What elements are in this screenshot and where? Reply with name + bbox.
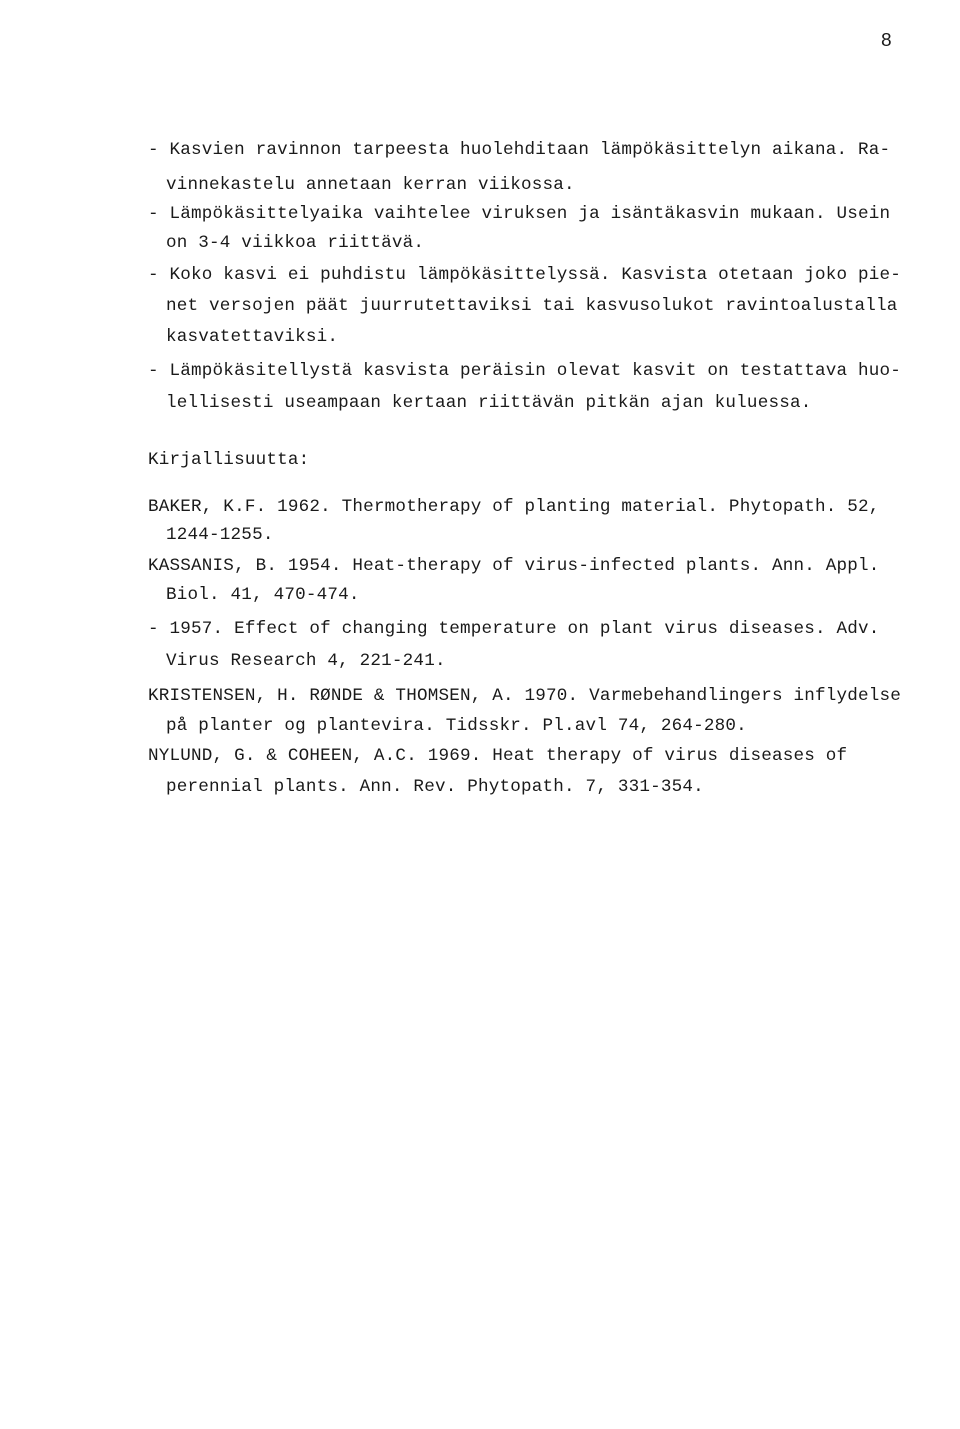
bullet-2-line-1: - Lämpökäsittelyaika vaihtelee viruksen ja isäntäkasvin mukaan. Usein <box>148 204 891 224</box>
bullet-4-line-2: lellisesti useampaan kertaan riittävän pitkän ajan kuluessa. <box>166 393 812 413</box>
bullet-3-line-2: net versojen päät juurrutettaviksi tai kasvusolukot ravintoalustalla <box>166 296 898 316</box>
bullet-1-line-2: vinnekastelu annetaan kerran viikossa. <box>166 175 575 195</box>
bullet-3-line-1: - Koko kasvi ei puhdistu lämpökäsittelyssä. Kasvista otetaan joko pie- <box>148 265 902 285</box>
page-number: 8 <box>880 30 892 52</box>
bullet-4-line-1: - Lämpökäsitellystä kasvista peräisin olevat kasvit on testattava huo- <box>148 361 902 381</box>
reference-1-line-2: 1244-1255. <box>166 525 274 545</box>
reference-4-line-2: på planter og plantevira. Tidsskr. Pl.avl 74, 264-280. <box>166 716 747 736</box>
reference-2-line-2: Biol. 41, 470-474. <box>166 585 360 605</box>
literature-heading: Kirjallisuutta: <box>148 450 310 470</box>
bullet-1-line-1: - Kasvien ravinnon tarpeesta huolehditaan lämpökäsittelyn aikana. Ra- <box>148 140 891 160</box>
reference-5-line-2: perennial plants. Ann. Rev. Phytopath. 7, 331-354. <box>166 777 704 797</box>
reference-1-line-1: BAKER, K.F. 1962. Thermotherapy of planting material. Phytopath. 52, <box>148 497 880 517</box>
bullet-3-line-3: kasvatettaviksi. <box>166 327 339 347</box>
reference-3-line-2: Virus Research 4, 221-241. <box>166 651 446 671</box>
reference-4-line-1: KRISTENSEN, H. RØNDE & THOMSEN, A. 1970. Varmebehandlingers inflydelse <box>148 686 902 706</box>
reference-3-line-1: - 1957. Effect of changing temperature on plant virus diseases. Adv. <box>148 619 880 639</box>
bullet-2-line-2: on 3-4 viikkoa riittävä. <box>166 233 425 253</box>
reference-5-line-1: NYLUND, G. & COHEEN, A.C. 1969. Heat therapy of virus diseases of <box>148 746 848 766</box>
reference-2-line-1: KASSANIS, B. 1954. Heat-therapy of virus-infected plants. Ann. Appl. <box>148 556 880 576</box>
